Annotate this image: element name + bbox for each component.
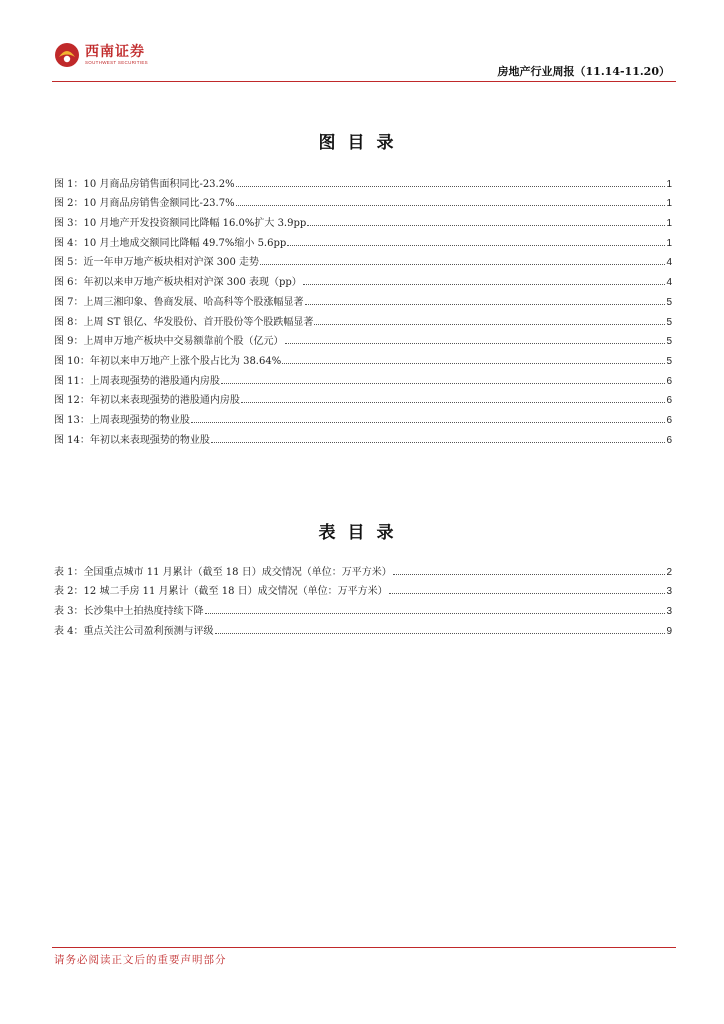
figure-index-entry-page-number: 1 [666,218,672,230]
figure-index-entry[interactable] [54,426,672,446]
dot-leader [314,324,665,325]
figure-index-entry-label: 图 9：上周申万地产板块中交易额靠前个股（亿元） [54,336,284,348]
dot-leader [236,205,666,206]
table-index-entry[interactable] [54,597,672,617]
figure-index-entry[interactable] [54,209,672,229]
figure-index-list [54,170,672,446]
header-divider [52,81,676,82]
table-index-title: 表目录 [318,523,406,543]
dot-leader [307,225,665,226]
logo-english-text: SOUTHWEST SECURITIES [85,60,148,65]
figure-index-entry[interactable] [54,367,672,387]
figure-index-entry-page-number: 4 [666,257,672,269]
figure-index-entry[interactable] [54,406,672,426]
table-index-entry[interactable] [54,578,672,598]
figure-index-entry-label: 图 13：上周表现强势的物业股 [54,414,190,426]
table-index-entry-page-number: 3 [666,606,672,618]
figure-index-entry[interactable] [54,288,672,308]
dot-leader [389,593,666,594]
table-index-list [54,558,672,637]
dot-leader [205,613,666,614]
figure-index-entry-page-number: 1 [666,198,672,210]
table-index-entry[interactable] [54,617,672,637]
dot-leader [191,422,666,423]
table-index-entry-label: 表 3：长沙集中土拍热度持续下降 [54,606,204,618]
figure-index-entry[interactable] [54,190,672,210]
figure-index-entry-page-number: 6 [666,375,672,387]
figure-index-entry-page-number: 5 [666,336,672,348]
figure-index-entry-page-number: 1 [666,237,672,249]
figure-index-entry-label: 图 11：上周表现强势的港股通内房股 [54,375,220,387]
dot-leader [241,402,666,403]
dot-leader [211,442,666,443]
logo-emblem-icon [54,42,80,68]
dot-leader [285,343,666,344]
figure-index-entry[interactable] [54,387,672,407]
figure-index-entry-page-number: 1 [666,178,672,190]
dot-leader [287,245,665,246]
figure-index-entry-label: 图 5：近一年申万地产板块相对沪深 300 走势 [54,257,259,269]
table-index-entry-page-number: 2 [666,566,672,578]
company-logo [54,42,148,68]
figure-index-entry-label: 图 4：10 月土地成交额同比降幅 49.7%缩小 5.6pp [54,237,287,249]
figure-index-entry[interactable] [54,347,672,367]
figure-index-entry-label: 图 8：上周 ST 银亿、华发股份、首开股份等个股跌幅显著 [54,316,314,328]
disclaimer-notice: 请务必阅读正文后的重要声明部分 [54,954,227,966]
table-index-entry-page-number: 9 [666,625,672,637]
table-index-entry[interactable] [54,558,672,578]
dot-leader [282,363,665,364]
dot-leader [303,284,666,285]
figure-index-title: 图目录 [318,133,406,153]
figure-index-entry-page-number: 4 [666,277,672,289]
figure-index-entry-label: 图 2：10 月商品房销售金额同比-23.7% [54,198,235,210]
figure-index-entry[interactable] [54,328,672,348]
dot-leader [215,633,666,634]
figure-index-entry-label: 图 3：10 月地产开发投资额同比降幅 16.0%扩大 3.9pp [54,218,307,230]
figure-index-entry[interactable] [54,268,672,288]
dot-leader [393,574,666,575]
figure-index-entry[interactable] [54,229,672,249]
figure-index-entry-label: 图 12：年初以来表现强势的港股通内房股 [54,395,240,407]
dot-leader [260,264,665,265]
figure-index-entry-page-number: 6 [666,414,672,426]
dot-leader [221,383,666,384]
page-header [52,40,676,82]
figure-index-entry-label: 图 6：年初以来申万地产板块相对沪深 300 表现（pp） [54,277,302,289]
footer-divider [52,947,676,948]
table-index-entry-label: 表 4：重点关注公司盈利预测与评级 [54,625,214,637]
dot-leader [305,304,666,305]
figure-index-entry[interactable] [54,308,672,328]
logo-chinese-text: 西南证券 [85,44,145,60]
report-title: 房地产行业周报（11.14-11.20） [497,65,670,78]
figure-index-entry-page-number: 5 [666,316,672,328]
figure-index-entry-label: 图 1：10 月商品房销售面积同比-23.2% [54,178,235,190]
figure-index-entry[interactable] [54,170,672,190]
dot-leader [236,186,666,187]
table-index-entry-label: 表 2：12 城二手房 11 月累计（截至 18 日）成交情况（单位：万平方米） [54,586,388,598]
figure-index-entry-label: 图 7：上周三湘印象、鲁商发展、哈高科等个股涨幅显著 [54,296,304,308]
figure-index-entry-label: 图 14：年初以来表现强势的物业股 [54,434,210,446]
table-index-entry-page-number: 3 [666,586,672,598]
figure-index-entry-page-number: 5 [666,296,672,308]
figure-index-entry[interactable] [54,249,672,269]
figure-index-entry-page-number: 6 [666,434,672,446]
figure-index-entry-label: 图 10：年初以来申万地产上涨个股占比为 38.64% [54,355,282,367]
table-index-entry-label: 表 1：全国重点城市 11 月累计（截至 18 日）成交情况（单位：万平方米） [54,566,392,578]
figure-index-entry-page-number: 5 [666,355,672,367]
figure-index-entry-page-number: 6 [666,395,672,407]
